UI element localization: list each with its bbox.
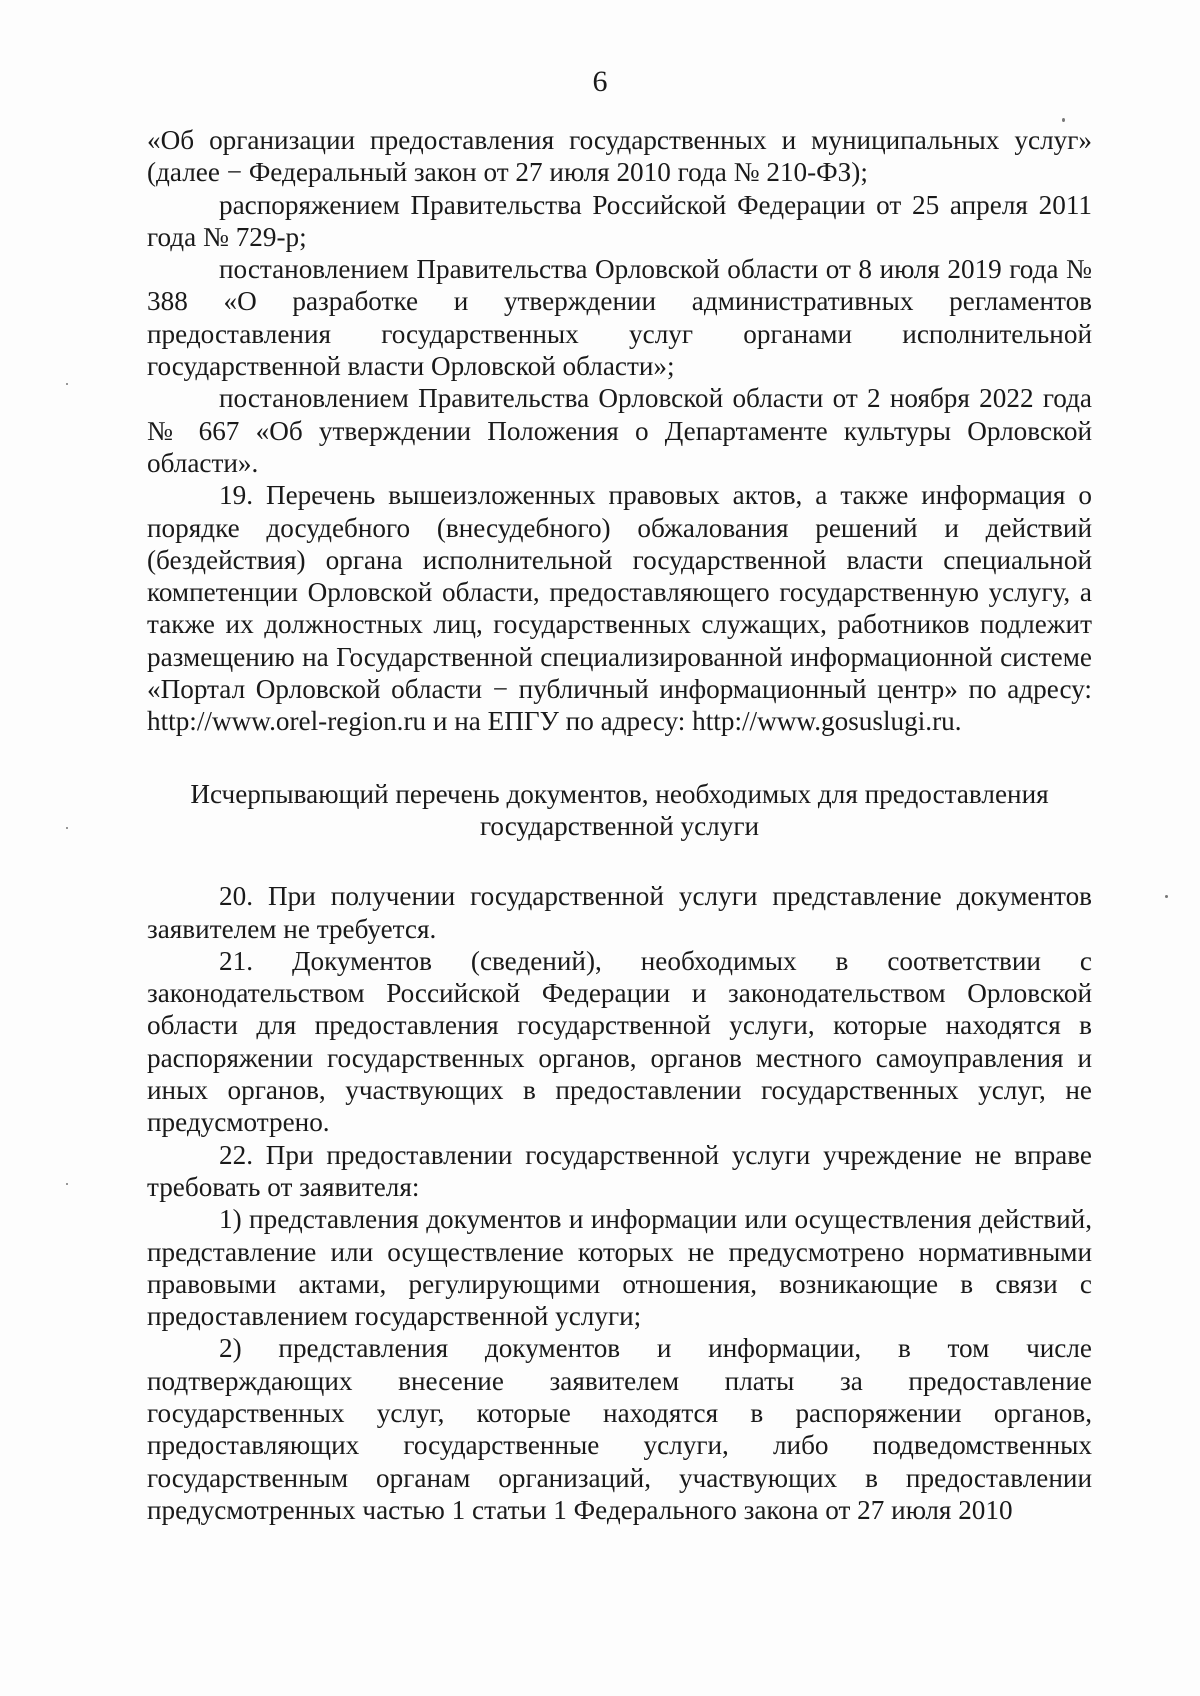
paragraph-order-729: распоряжением Правительства Российской Федерации от 25 апреля 2011 года № 729-р; [147, 189, 1092, 252]
scan-speck [66, 383, 68, 385]
scan-speck [1165, 895, 1168, 898]
paragraph-resolution-667: постановлением Правительства Орловской области от 2 ноября 2022 года № 667 «Об утверждении Положения о Департаменте культуры Орловской области». [147, 383, 1092, 478]
paragraph-resolution-388: постановлением Правительства Орловской области от 8 июля 2019 года № 388 «О разработке и утверждении административных регламентов предоставления государственных услуг органами исполнительной государственной власти Орловской области»; [147, 254, 1092, 382]
paragraph-21: 21. Документов (сведений), необходимых в соответствии с законодательством Российской Федерации и законодательством Орловской области для предоставления государственной услуги, которые находятся в распоряжении государственных органов, органов местного самоуправления и иных органов, участвующих в предоставлении государственных услуг, не предусмотрено. [147, 945, 1092, 1138]
paragraph-22-item-2: 2) представления документов и информации, в том числе подтверждающих внесение заявителем платы за предоставление государственных услуг, которые находятся в распоряжении органов, предоставляющих государственные услуги, либо подведомственных государственным органам организаций, участвующих в предоставлении предусмотренных частью 1 статьи 1 Федерального закона от 27 июля 2010 [147, 1333, 1092, 1525]
paragraph-22-item-1: 1) представления документов и информации или осуществления действий, представление или осуществление которых не предусмотрено нормативными правовыми актами, регулирующими отношения, возникающие в связи с предоставлением государственной услуги; [147, 1204, 1092, 1332]
scan-speck [66, 1183, 68, 1185]
scan-speck [1062, 118, 1065, 122]
paragraph-20: 20. При получении государственной услуги представление документов заявителем не требуется. [147, 881, 1092, 944]
paragraph-19: 19. Перечень вышеизложенных правовых актов, а также информация о порядке досудебного (внесудебного) обжалования решений и действий (бездействия) органа исполнительной государственной власти специальной компетенции Орловской области, предоставляющего государственную услугу, а также их должностных лиц, государственных служащих, работников подлежит размещению на Государственной специализированной информационной системе «Портал Орловской области − публичный информационный центр» по адресу: http://www.orel-region.ru и на ЕПГУ по адресу: http://www.gosuslugi.ru. [147, 480, 1092, 737]
section-heading-line-2: государственной услуги [479, 810, 760, 841]
section-heading [147, 778, 1092, 843]
document-body [147, 124, 1092, 1526]
page-number: 6 [592, 65, 608, 98]
paragraph-22: 22. При предоставлении государственной услуги учреждение не вправе требовать от заявителя: [147, 1139, 1092, 1202]
paragraph-law-210-continuation: «Об организации предоставления государственных и муниципальных услуг» (далее − Федеральный закон от 27 июля 2010 года № 210-ФЗ); [147, 125, 1092, 188]
section-heading-line-1: Исчерпывающий перечень документов, необходимых для предоставления [190, 778, 1049, 809]
scan-speck [66, 827, 68, 829]
